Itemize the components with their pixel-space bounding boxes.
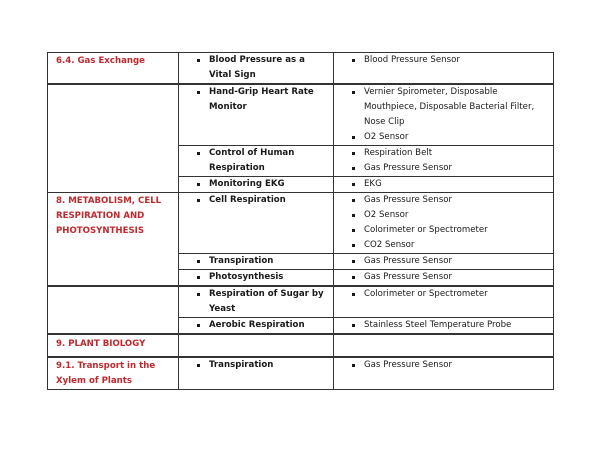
- experiment-cell: [179, 318, 334, 335]
- table-row: [48, 193, 554, 254]
- experiment-cell: [179, 254, 334, 270]
- experiment-item: Control of Human Respiration: [185, 146, 329, 176]
- equipment-cell: [334, 53, 554, 85]
- equipment-cell: [334, 334, 554, 357]
- equipment-cell: [334, 270, 554, 287]
- equipment-cell: [334, 177, 554, 193]
- experiment-item: Transpiration: [185, 358, 329, 373]
- experiment-item: Hand-Grip Heart Rate Monitor: [185, 85, 329, 115]
- equipment-item: Gas Pressure Sensor: [340, 161, 549, 176]
- equipment-item: EKG: [340, 177, 549, 192]
- topic-cell: 6.4. Gas Exchange: [48, 53, 179, 85]
- topic-cell: 8. METABOLISM, CELL RESPIRATION AND PHOTOSYNTHESIS: [48, 193, 179, 287]
- experiment-cell: [179, 53, 334, 85]
- experiment-cell: [179, 286, 334, 318]
- equipment-cell: [334, 146, 554, 177]
- equipment-item: CO2 Sensor: [340, 238, 549, 253]
- table-row: [48, 334, 554, 357]
- topic-cell: 9. PLANT BIOLOGY: [48, 334, 179, 357]
- equipment-item: Stainless Steel Temperature Probe: [340, 318, 549, 333]
- equipment-cell: [334, 357, 554, 390]
- experiment-item: Blood Pressure as a Vital Sign: [185, 53, 329, 83]
- experiment-cell: [179, 270, 334, 287]
- experiment-cell: [179, 146, 334, 177]
- table-row: [48, 84, 554, 146]
- topic-cell: 9.1. Transport in the Xylem of Plants: [48, 357, 179, 390]
- equipment-item: Respiration Belt: [340, 146, 549, 161]
- experiment-item: Transpiration: [185, 254, 329, 269]
- experiment-item: Monitoring EKG: [185, 177, 329, 192]
- experiment-item: Cell Respiration: [185, 193, 329, 208]
- equipment-item: Gas Pressure Sensor: [340, 270, 549, 285]
- table-row: [48, 357, 554, 390]
- experiment-cell: [179, 193, 334, 254]
- equipment-item: Gas Pressure Sensor: [340, 254, 549, 269]
- topic-cell: [48, 286, 179, 334]
- table-body: [48, 53, 554, 390]
- experiment-item: Aerobic Respiration: [185, 318, 329, 333]
- equipment-cell: [334, 318, 554, 335]
- table-row: [48, 286, 554, 318]
- experiment-cell: [179, 177, 334, 193]
- equipment-item: Blood Pressure Sensor: [340, 53, 549, 68]
- table-row: [48, 53, 554, 85]
- experiment-cell: [179, 357, 334, 390]
- equipment-item: O2 Sensor: [340, 130, 549, 145]
- topic-cell: [48, 84, 179, 193]
- equipment-item: Colorimeter or Spectrometer: [340, 287, 549, 302]
- experiment-cell: [179, 334, 334, 357]
- equipment-cell: [334, 254, 554, 270]
- equipment-cell: [334, 286, 554, 318]
- equipment-item: Gas Pressure Sensor: [340, 358, 549, 373]
- equipment-cell: [334, 84, 554, 146]
- equipment-item: Gas Pressure Sensor: [340, 193, 549, 208]
- equipment-item: Colorimeter or Spectrometer: [340, 223, 549, 238]
- equipment-table: [47, 52, 554, 390]
- experiment-item: Respiration of Sugar by Yeast: [185, 287, 329, 317]
- equipment-item: Vernier Spirometer, Disposable Mouthpiece, Disposable Bacterial Filter, Nose Clip: [340, 85, 549, 130]
- experiment-cell: [179, 84, 334, 146]
- experiment-item: Photosynthesis: [185, 270, 329, 285]
- equipment-cell: [334, 193, 554, 254]
- equipment-item: O2 Sensor: [340, 208, 549, 223]
